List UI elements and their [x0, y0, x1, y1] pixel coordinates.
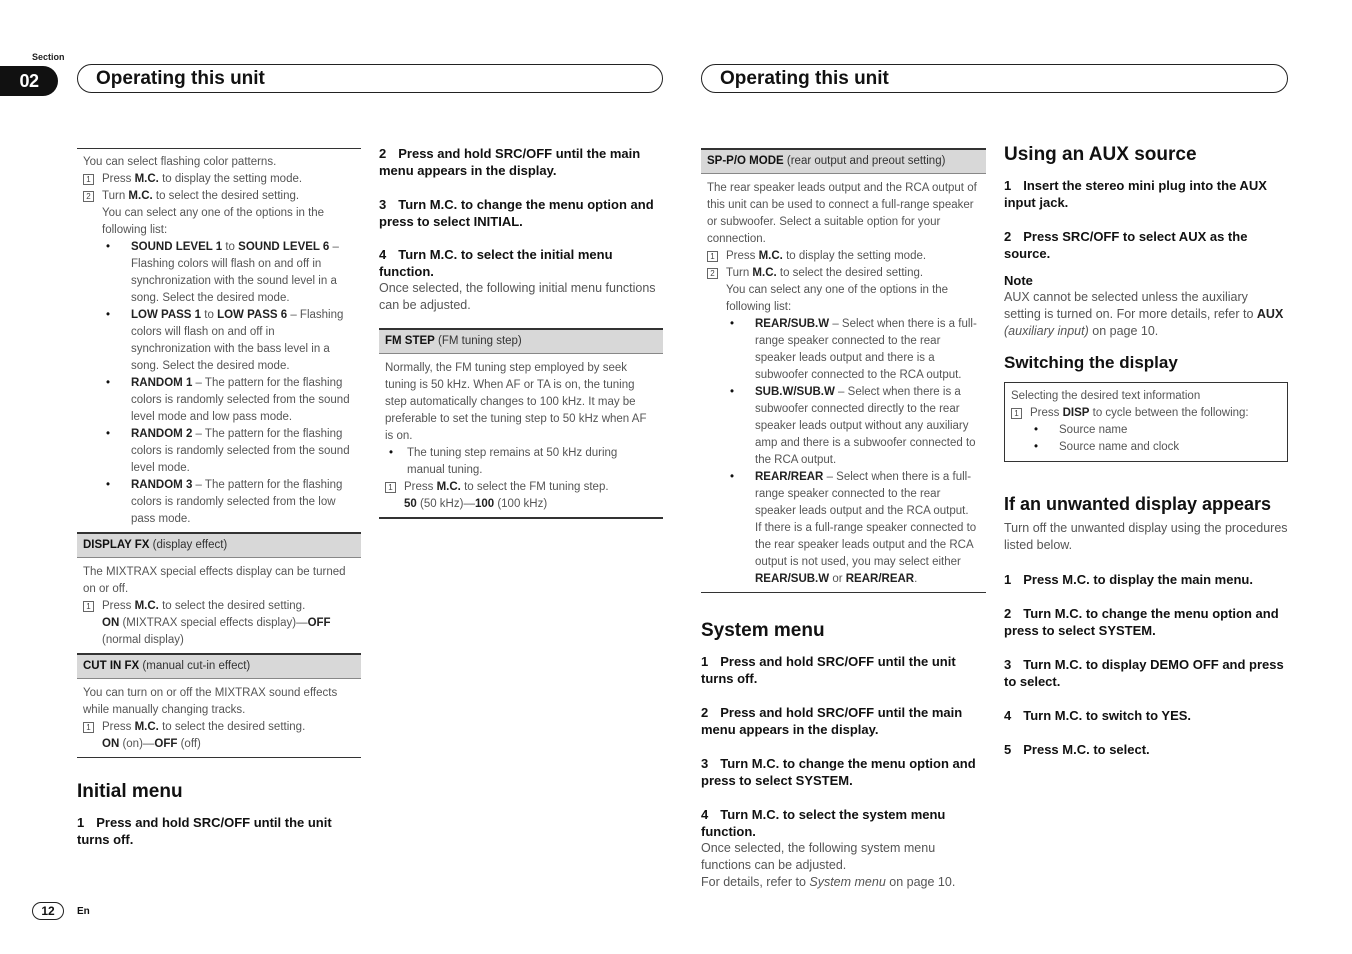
option-random-3: • RANDOM 3 – The pattern for the flashing colors is randomly selected from the low pass mode. — [106, 479, 343, 525]
system-step-2: 2 Press and hold SRC/OFF until the main menu appears in the display. — [701, 705, 963, 737]
step-number-icon: 1 — [83, 174, 94, 185]
option-subw-subw: • SUB.W/SUB.W – Select when there is a subwoofer connected directly to the rear speaker leads output without any auxiliary amp and there is a subwoofer connected to the RCA output. — [730, 386, 976, 466]
switch-intro: Selecting the desired text information — [1011, 390, 1201, 402]
switch-bullet-1: • Source name — [1034, 424, 1128, 436]
column-1 — [77, 148, 361, 758]
cut-in-fx-desc: You can turn on or off the MIXTRAX sound effects while manually changing tracks. — [83, 687, 338, 716]
column-4 — [1004, 143, 1288, 758]
unwanted-step-2: 2 Turn M.C. to change the menu option and press to select SYSTEM. — [1004, 606, 1279, 638]
options-intro: You can select any one of the options in the following list: — [102, 207, 325, 236]
sp-po-step-2: 2 Turn M.C. to select the desired setting. — [707, 265, 980, 282]
flash-intro: You can select flashing color patterns. — [83, 156, 277, 168]
step-number-icon: 2 — [83, 191, 94, 202]
system-step-4: 4 Turn M.C. to select the system menu function. — [701, 807, 946, 839]
display-fx-step: 1 Press M.C. to select the desired setting. — [83, 598, 355, 615]
aux-step-1: 1 Insert the stereo mini plug into the AUX input jack. — [1004, 178, 1267, 210]
column-2 — [379, 145, 663, 519]
unwanted-step-5: 5 Press M.C. to select. — [1004, 742, 1150, 757]
unwanted-display-title: If an unwanted display appears — [1004, 494, 1272, 514]
flash-pattern-block — [77, 148, 361, 532]
option-random-2: • RANDOM 2 – The pattern for the flashing colors is randomly selected from the sound level mode. — [106, 428, 350, 474]
flash-step-1: 1 Press M.C. to display the setting mode. — [83, 171, 355, 188]
section-number-badge: 02 — [0, 66, 58, 96]
initial-step-2: 2 Press and hold SRC/OFF until the main menu appears in the display. — [379, 146, 641, 178]
page-header-right: Operating this unit — [701, 64, 1288, 93]
display-fx-desc: The MIXTRAX special effects display can be turned on or off. — [83, 566, 346, 595]
option-sound-level: • SOUND LEVEL 1 to SOUND LEVEL 6 – Flashing colors will flash on and off in synchronization with the sound level in a song. Select the desired mode. — [106, 241, 339, 304]
step-number-icon: 1 — [83, 601, 94, 612]
initial-step-1: 1 Press and hold SRC/OFF until the unit turns off. — [77, 815, 332, 847]
display-fx-values: ON (MIXTRAX special effects display)—OFF (normal display) — [102, 617, 331, 646]
option-random-1: • RANDOM 1 – The pattern for the flashing colors is randomly selected from the sound level mode and low pass mode. — [106, 377, 350, 423]
fm-step-desc: Normally, the FM tuning step employed by seek tuning is 50 kHz. When AF or TA is on, the tuning step automatically changes to 100 kHz. It may be preferable to set the tuning step to 50 kHz when AF is on. — [385, 362, 647, 442]
system-step-3: 3 Turn M.C. to change the menu option and press to select SYSTEM. — [701, 756, 976, 788]
cut-in-fx-step: 1 Press M.C. to select the desired setting. — [83, 719, 355, 736]
step-number-icon: 1 — [385, 482, 396, 493]
system-step-1: 1 Press and hold SRC/OFF until the unit turns off. — [701, 654, 956, 686]
system-reference: For details, refer to System menu on page 10. — [701, 875, 956, 889]
system-menu-section — [701, 619, 986, 891]
step-number-icon: 2 — [707, 268, 718, 279]
language-label: En — [77, 906, 90, 917]
section-label: Section — [32, 52, 65, 62]
initial-step-4: 4 Turn M.C. to select the initial menu function. — [379, 247, 613, 279]
initial-after-text: Once selected, the following initial menu functions can be adjusted. — [379, 281, 656, 312]
switching-display-block — [1004, 382, 1288, 462]
switch-step: 1 Press DISP to cycle between the following: — [1011, 405, 1281, 422]
display-fx-heading: DISPLAY FX (display effect) — [77, 532, 361, 558]
fm-step-bullet: • The tuning step remains at 50 kHz during manual tuning. — [389, 447, 618, 476]
initial-menu-section — [77, 780, 361, 848]
system-after-text: Once selected, the following system menu functions can be adjusted. — [701, 841, 936, 872]
column-3 — [701, 148, 986, 593]
fm-step-heading: FM STEP (FM tuning step) — [379, 328, 663, 354]
option-rear-subw: • REAR/SUB.W – Select when there is a full-range speaker connected to the rear speaker leads output and there is a subwoofer connected to the RCA output. — [730, 318, 977, 381]
unwanted-intro: Turn off the unwanted display using the procedures listed below. — [1004, 521, 1288, 552]
switch-bullet-2: • Source name and clock — [1034, 441, 1180, 453]
sp-po-step-1: 1 Press M.C. to display the setting mode. — [707, 248, 980, 265]
option-rear-rear: • REAR/REAR – Select when there is a full-range speaker connected to the rear speaker leads output and the RCA output. If there is a full-range speaker connected to the rear speaker leads output and the RCA output is not used, you may select either REAR/SUB.W or REAR/REAR. — [730, 471, 977, 585]
step-number-icon: 1 — [83, 722, 94, 733]
flash-step-2: 2 Turn M.C. to select the desired setting. — [83, 188, 355, 205]
aux-note: AUX cannot be selected unless the auxiliary setting is turned on. For more details, refer to AUX (auxiliary input) on page 10. — [1004, 290, 1284, 338]
step-number-icon: 1 — [707, 251, 718, 262]
fm-step-block — [379, 354, 663, 519]
page-number: 12 — [32, 902, 64, 920]
sp-po-mode-block — [701, 174, 986, 593]
step-number-icon: 1 — [1011, 408, 1022, 419]
unwanted-step-3: 3 Turn M.C. to display DEMO OFF and press to select. — [1004, 657, 1284, 689]
aux-step-2: 2 Press SRC/OFF to select AUX as the source. — [1004, 229, 1248, 261]
initial-menu-title: Initial menu — [77, 781, 183, 802]
cut-in-fx-block — [77, 679, 361, 758]
option-low-pass: • LOW PASS 1 to LOW PASS 6 – Flashing colors will flash on and off in synchronization with the bass level in a song. Select the desired mode. — [106, 309, 344, 372]
system-menu-title: System menu — [701, 620, 825, 641]
cut-in-fx-heading: CUT IN FX (manual cut-in effect) — [77, 653, 361, 679]
page-header-left: Operating this unit — [77, 64, 663, 93]
fm-step-step: 1 Press M.C. to select the FM tuning step. — [385, 479, 657, 496]
unwanted-step-1: 1 Press M.C. to display the main menu. — [1004, 572, 1253, 587]
sp-po-options-intro: You can select any one of the options in the following list: — [726, 284, 949, 313]
sp-po-mode-heading: SP-P/O MODE (rear output and preout setting) — [701, 148, 986, 174]
switching-display-title: Switching the display — [1004, 353, 1178, 372]
fm-step-values: 50 (50 kHz)—100 (100 kHz) — [404, 498, 548, 510]
aux-source-title: Using an AUX source — [1004, 144, 1197, 165]
note-label: Note — [1004, 273, 1033, 288]
unwanted-step-4: 4 Turn M.C. to switch to YES. — [1004, 708, 1192, 723]
sp-po-desc: The rear speaker leads output and the RCA output of this unit can be used to connect a full-range speaker or subwoofer. Select a suitable option for your connection. — [707, 182, 977, 245]
initial-step-3: 3 Turn M.C. to change the menu option and press to select INITIAL. — [379, 197, 654, 229]
display-fx-block — [77, 558, 361, 653]
cut-in-fx-values: ON (on)—OFF (off) — [102, 738, 201, 750]
